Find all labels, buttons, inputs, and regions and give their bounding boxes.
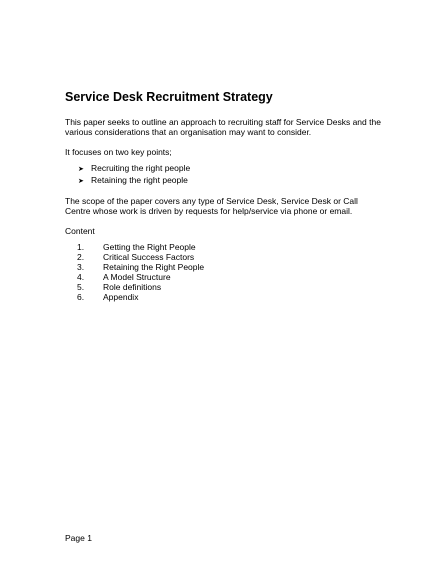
- list-item: [78, 163, 385, 175]
- list-item-label: Appendix: [103, 292, 139, 302]
- list-item-label: Getting the Right People: [103, 242, 196, 252]
- list-item-number: 6.: [77, 292, 85, 302]
- document-body: [65, 90, 385, 302]
- list-item-number: 3.: [77, 262, 85, 272]
- list-item-number: 4.: [77, 272, 85, 282]
- content-heading: Content: [65, 226, 95, 236]
- arrowhead-icon: ➤: [78, 178, 84, 185]
- list-item-number: 5.: [77, 282, 85, 292]
- page-number: Page 1: [65, 533, 92, 543]
- scope-paragraph: The scope of the paper covers any type of Service Desk, Service Desk or Call Centre whose work is driven by requests for help/service via phone or email.: [65, 196, 358, 216]
- list-item-label: Role definitions: [103, 282, 162, 292]
- list-item-label: Retaining the Right People: [103, 262, 205, 272]
- list-item-label: A Model Structure: [103, 272, 171, 282]
- arrowhead-icon: ➤: [78, 166, 84, 173]
- list-item: [77, 272, 385, 282]
- list-item-label: Critical Success Factors: [103, 252, 195, 262]
- list-item-number: 2.: [77, 252, 85, 262]
- focus-lead: It focuses on two key points;: [65, 147, 172, 157]
- list-item: [77, 282, 385, 292]
- list-item: [77, 252, 385, 262]
- contents-list: [77, 242, 385, 302]
- intro-paragraph: This paper seeks to outline an approach to recruiting staff for Service Desks and the various considerations that an organisation may want to consider.: [65, 117, 381, 137]
- list-item-number: 1.: [77, 242, 85, 252]
- list-item-label: Recruiting the right people: [91, 163, 191, 173]
- document-title: Service Desk Recruitment Strategy: [65, 90, 273, 104]
- list-item-label: Retaining the right people: [91, 175, 188, 185]
- key-points-list: [78, 163, 385, 187]
- list-item: [77, 242, 385, 252]
- list-item: [77, 292, 385, 302]
- list-item: [77, 262, 385, 272]
- list-item: [78, 175, 385, 187]
